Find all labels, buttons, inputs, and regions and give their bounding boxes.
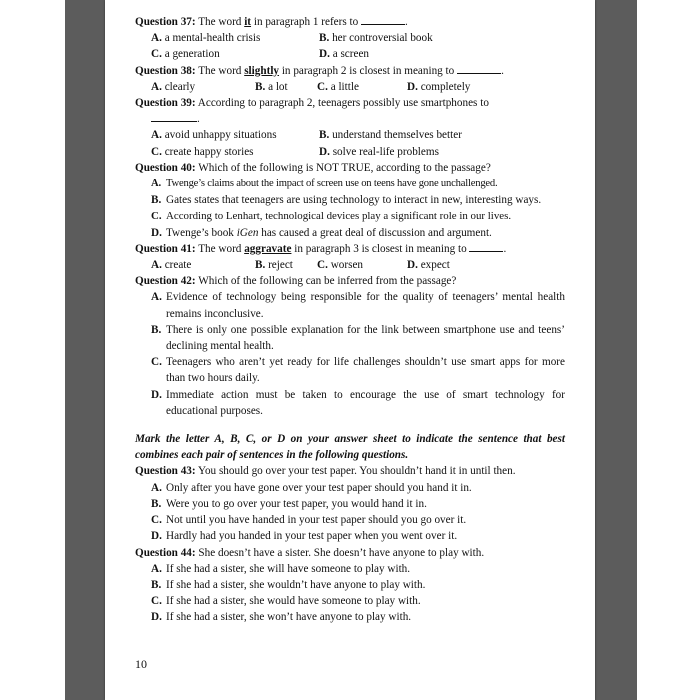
option-a: A. a mental-health crisis — [151, 32, 261, 45]
option-a: A. If she had a sister, she will have someone to play with. — [151, 562, 411, 575]
document-page — [105, 0, 595, 700]
option-c: C. Teenagers who aren’t yet ready for life challenges shouldn’t use smart apps for more than two hours daily. — [151, 356, 565, 385]
option-b: B. Gates states that teenagers are using technology to interact in new, interesting ways. — [151, 194, 542, 207]
option-a: A. Only after you have gone over your test paper should you hand it in. — [151, 481, 472, 494]
underlined-word: it — [244, 16, 252, 28]
answer-blank — [151, 111, 197, 122]
option-d: D. Hardly had you handed in your test paper when you went over it. — [151, 530, 458, 543]
option-d: D. completely — [407, 80, 471, 93]
answer-blank-line: . — [135, 111, 565, 127]
option-b: B. Were you to go over your test paper, you would hand it in. — [151, 497, 427, 510]
option-c: C. If she had a sister, she would have someone to play with. — [151, 595, 421, 608]
options-list — [135, 561, 565, 626]
options-row — [135, 46, 565, 62]
answer-blank — [361, 14, 405, 25]
option-d: D. a screen — [319, 48, 370, 61]
option-d: D. If she had a sister, she won’t have anyone to play with. — [151, 611, 412, 624]
question-44: Question 44: She doesn’t have a sister. She doesn’t have anyone to play with. — [135, 546, 485, 559]
question-38: Question 38: The word slightly in paragraph 2 is closest in meaning to . — [135, 64, 504, 77]
option-c: C. Not until you have handed in your test paper should you go over it. — [151, 514, 467, 527]
page-content — [135, 14, 565, 626]
underlined-word: aggravate — [244, 242, 292, 255]
option-b: B. There is only one possible explanation for the link between smartphone use and teens’ declining mental health. — [151, 323, 565, 353]
question-43: Question 43: You should go over your test paper. You shouldn’t hand it in until then. — [135, 465, 516, 478]
question-41: Question 41: The word aggravate in paragraph 3 is closest in meaning to . — [135, 242, 507, 255]
option-b: B. understand themselves better — [319, 129, 462, 142]
option-b: B. reject — [255, 259, 293, 272]
options-row — [135, 30, 565, 46]
option-d: D. solve real-life problems — [319, 145, 439, 158]
option-d: D. expect — [407, 259, 450, 272]
options-row — [135, 79, 565, 95]
option-c: C. a little — [317, 80, 359, 93]
option-a: A. Evidence of technology being responsible for the quality of teenagers’ mental health remains inconclusive. — [151, 291, 565, 320]
question-39: Question 39: According to paragraph 2, teenagers possibly use smartphones to — [135, 97, 489, 110]
options-row — [135, 257, 565, 273]
option-b: B. a lot — [255, 80, 288, 93]
page-number: 10 — [135, 657, 147, 671]
question-37: Question 37: The word it in paragraph 1 refers to . — [135, 16, 408, 28]
option-c: C. create happy stories — [151, 145, 254, 158]
option-c: C. worsen — [317, 259, 363, 272]
option-a: A. avoid unhappy situations — [151, 129, 277, 142]
option-c: C. According to Lenhart, technological devices play a significant role in our lives. — [151, 210, 512, 223]
section-instruction: Mark the letter A, B, C, or D on your answer sheet to indicate the sentence that best combines each pair of sentences in the following questions. — [135, 433, 565, 462]
options-list — [135, 289, 565, 419]
answer-blank — [469, 241, 503, 252]
answer-blank — [457, 63, 501, 74]
option-c: C. a generation — [151, 48, 220, 61]
option-b: B. If she had a sister, she wouldn’t have anyone to play with. — [151, 578, 426, 591]
options-list — [135, 176, 565, 241]
option-a: A. create — [151, 259, 192, 272]
option-d: D. Twenge’s book iGen has caused a great deal of discussion and argument. — [151, 226, 492, 239]
option-a: A. clearly — [151, 80, 196, 93]
question-42: Question 42: Which of the following can be inferred from the passage? — [135, 275, 457, 288]
option-b: B. her controversial book — [319, 32, 433, 45]
options-row — [135, 127, 565, 143]
options-row — [135, 144, 565, 160]
options-list — [135, 480, 565, 545]
option-d: D. Immediate action must be taken to encourage the use of smart technology for educational purposes. — [151, 388, 565, 417]
question-40: Question 40: Which of the following is NOT TRUE, according to the passage? — [135, 161, 491, 174]
underlined-word: slightly — [244, 64, 280, 77]
option-a: A. Twenge’s claims about the impact of screen use on teens have gone unchallenged. — [151, 178, 498, 190]
